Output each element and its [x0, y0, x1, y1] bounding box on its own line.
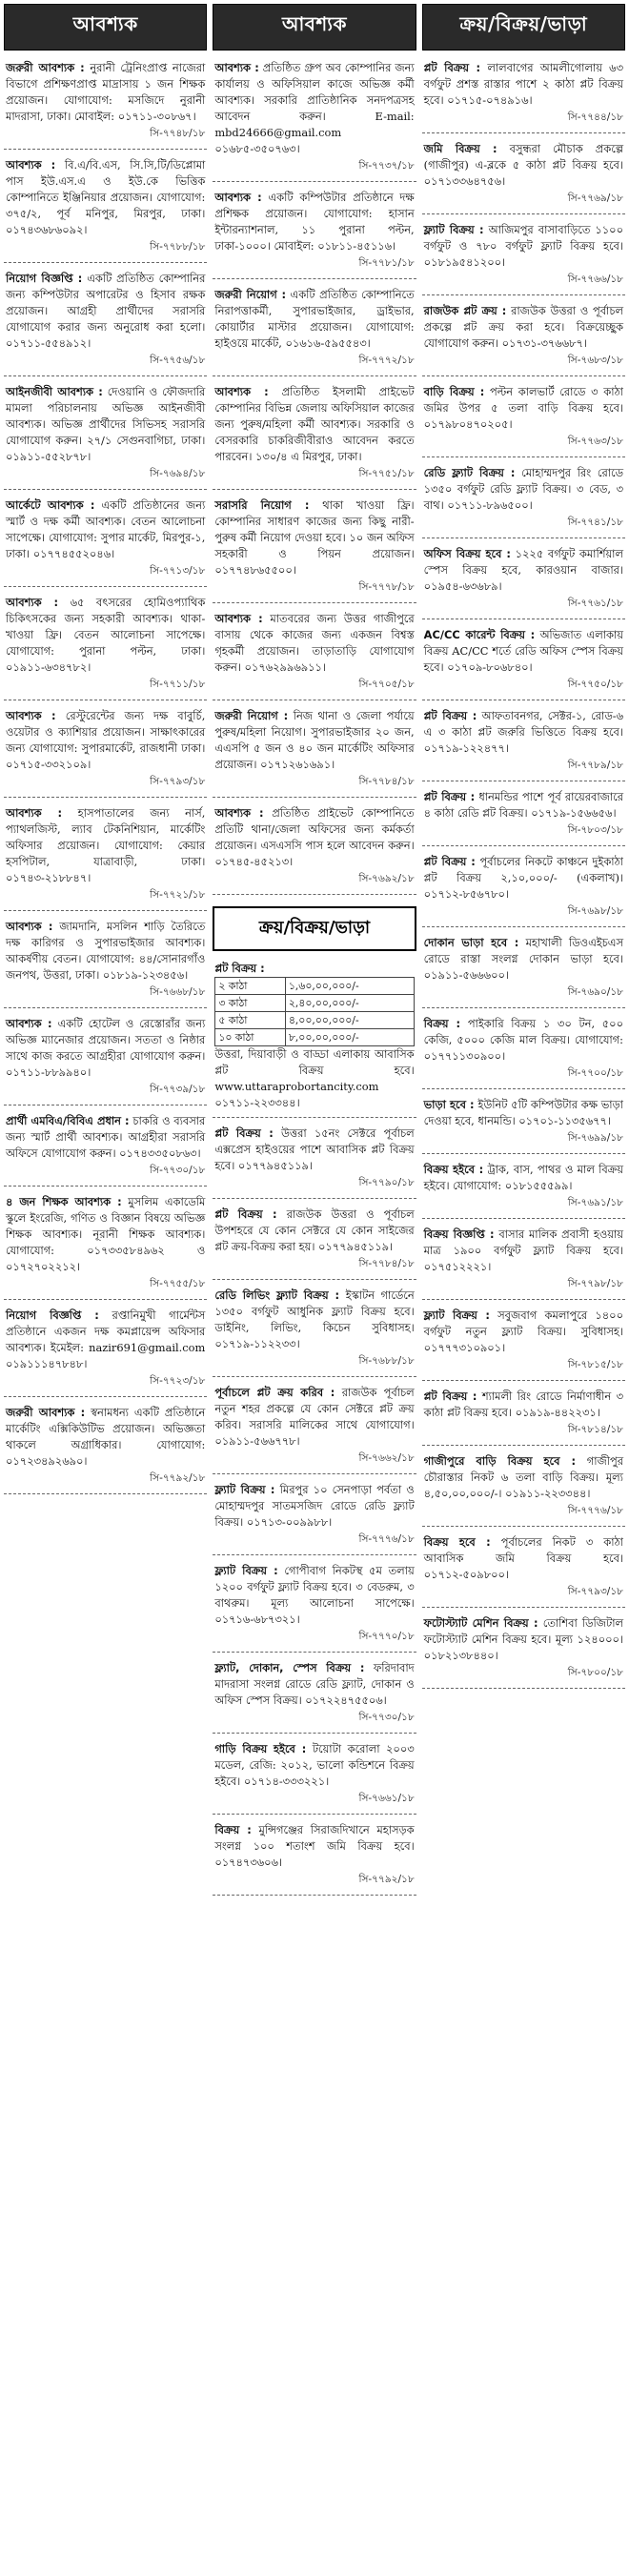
ad-code: সি-৭৭৭৬/১৮ — [567, 1505, 623, 1516]
ads-list — [4, 56, 207, 1498]
classified-ad — [422, 1450, 625, 1527]
classified-ad — [213, 607, 416, 700]
ad-text — [214, 1741, 414, 1790]
ad-lead: ফ্ল্যাট বিক্রয় : — [214, 1483, 275, 1496]
price-ad — [213, 957, 416, 1118]
ad-body: বি.এ/বি.এস, সি.সি,টি/ডিপ্লোমা পাস ইউ.এস.এ ও ইউ.কে ভিত্তিক কোম্পানিতে ইঞ্জিনিয়ার প্রয়োজন। যোগাযোগ: ৩৭৫/২, পূর্ব মনিপুর, মিরপুর, ঢাকা। ০১৭৪৩৬৮৬০৯২। — [6, 158, 206, 236]
price-value-cell: ১,৬০,০০,০০০/- — [285, 978, 414, 995]
ad-body: নুরানী ট্রেনিংপ্রাপ্ত নাজেরা বিভাগে প্রশিক্ষণপ্রাপ্ত মাদ্রাসায় ১ জন শিক্ষক প্রয়োজন। যোগাযোগ: মসজিদে নুরানী মাদরাসা, ঢাকা। মোবাইল: ০১৭১১-৩০৮৬৭। — [6, 61, 206, 123]
ad-body: চাকরি ও ব্যবসার জন্য স্মার্ট প্রার্থী আবশ্যক। আগ্রহীরা সরাসরি অফিসে যোগাযোগ করুন। ০১৭৪৩৩৫০৮৬৩। — [6, 1114, 206, 1160]
ad-lead: প্লট বিক্রয় : — [214, 1207, 277, 1221]
classified-ad — [213, 1122, 416, 1199]
ad-text — [424, 1097, 623, 1129]
ad-body: লালবাগের আমলীগোলায় ৬৩ বর্গফুট প্রশস্ত রাস্তার পাশে ২ কাঠা প্লট বিক্রয় হবে। ০১৭১৫-০৭৪৯১৬। — [423, 61, 623, 107]
ad-code: সি-৭৭০০/১৮ — [567, 1067, 623, 1079]
ad-text — [6, 595, 205, 676]
ad-body: শ্যামলী রিং রোডে নির্মাণাধীন ৩ কাঠা প্লট বিক্রয় হবে। ০১৯১৯-৪৪২২৩১। — [423, 1389, 623, 1419]
ad-code: সি-৭৭৯৩/১৮ — [150, 776, 206, 787]
ad-lead: প্রার্থী এমবিএ/বিবিএ প্রধান : — [6, 1114, 130, 1127]
ad-text — [6, 1194, 205, 1275]
ad-body: ৬৫ বৎসরের হোমিওপ্যাথিক চিকিৎসকের জন্য সহকারী আবশ্যক। থাকা-খাওয়া ফ্রি। বেতন আলোচনা সাপেক্ষে। যোগাযোগ: পুরানা পল্টন, ঢাকা। ০১৯১১-৬৩৪৭৮২। — [6, 596, 206, 674]
ad-text — [424, 465, 623, 514]
section-subheader: ক্রয়/বিক্রয়/ভাড়া — [213, 906, 416, 951]
classified-ad — [213, 1284, 416, 1377]
ad-code: সি-৭৭৭০/১৮ — [358, 1631, 415, 1642]
ad-lead: ভাড়া হবে : — [423, 1098, 475, 1111]
ad-code: সি-৭৭০৫/১৮ — [358, 679, 415, 690]
ad-text — [6, 919, 205, 984]
ad-lead: প্লট বিক্রয় : — [214, 962, 265, 975]
ad-code: সি-৭৭৯০/১৮ — [358, 1177, 415, 1188]
ad-lead: রেডি লিভিং ফ্ল্যাট বিক্রয় : — [214, 1288, 339, 1302]
ad-body: ইউনিট ৫টি কম্পিউটার কক্ষ ভাড়া দেওয়া হবে, ধানমন্ডি। ০১৭০১-১১৩৫৬৭৭। — [423, 1098, 623, 1127]
ad-lead: বিক্রয় বিজ্ঞপ্তি : — [423, 1227, 495, 1241]
column-header: ক্রয়/বিক্রয়/ভাড়া — [422, 4, 625, 51]
ad-lead: ফ্ল্যাট বিক্রয় : — [423, 1308, 490, 1322]
ad-body: একটি প্রতিষ্ঠানের জন্য স্মার্ট ও দক্ষ কর্মী আবশ্যক। বেতন আলোচনা সাপেক্ষে। যোগাযোগ: সুপার মার্কেট, মিরপুর-১, ঢাকা। ০১৭৭৪৫৫২০৪৬। — [6, 498, 206, 560]
column-jobs-1 — [4, 4, 207, 2568]
ad-code: সি-৭৭৮৪/১৮ — [358, 1258, 415, 1269]
classified-ad — [4, 56, 207, 150]
classified-ad — [422, 1304, 625, 1381]
column-jobs-2 — [213, 4, 416, 2568]
ad-lead: আবশ্যক : — [6, 806, 63, 820]
ad-code: সি-৭৭৩৯/১৮ — [150, 1084, 206, 1095]
ad-lead: ফ্ল্যাট বিক্রয় : — [423, 223, 484, 236]
classified-ad — [422, 850, 625, 927]
classified-ad — [4, 915, 207, 1008]
ad-code: সি-৭৭৫৫/১৮ — [150, 1278, 206, 1289]
ad-text — [424, 1227, 623, 1275]
ad-body: পূর্বাচলের নিকট ৩ কাঠা আবাসিক জমি বিক্রয় হবে। ০১৭১২-৫০৯৮০০। — [423, 1535, 623, 1581]
ad-body: ধানমন্ডির পাশে পূর্ব রায়েরবাজারে ৪ কাঠা রেডি প্লট বিক্রয়। ০১৭১৯-১৫৬৬৫৬। — [423, 790, 623, 820]
ad-lead: জমি বিক্রয় : — [423, 142, 497, 155]
ad-lead: অফিস বিক্রয় হবে : — [423, 547, 511, 560]
ad-text — [424, 935, 623, 984]
ad-code: সি-৭৭৮৯/১৮ — [567, 760, 623, 771]
ad-text — [214, 1207, 414, 1255]
ad-text — [214, 805, 414, 870]
ad-code: সি-৭৮১৫/১৮ — [567, 1359, 623, 1370]
ad-body: মাতবরের জন্য উত্তর গাজীপুরে বাসায় থেকে কাজের জন্য একজন বিশ্বস্ত গৃহকর্মী প্রয়োজন। তাড়াতাড়ি যোগাযোগ করুন। ০১৭৬২৯৯৬৯১১। — [214, 612, 415, 674]
classified-ad — [4, 494, 207, 587]
ad-body: প্রতিষ্ঠিত গ্রুপ অব কোম্পানির জন্য কার্যালয় ও অফিসিয়াল কাজে অভিজ্ঞ কর্মী আবশ্যক। সরকারি প্রাতিষ্ঠানিক সনদপত্রসহ আবেদন করুন। E-mail: mbd24666@gmail.com ০১৬৮৫-৩৫০৭৬৩। — [214, 61, 415, 155]
ad-text — [6, 1405, 205, 1470]
ad-code: সি-৭৭৮৮/১৮ — [150, 241, 206, 253]
ad-body: পূর্বাচলের নিকটে কাঞ্চনে দুইকাঠা প্লট বিক্রয় ২,১০,০০০/- (একলাখ)। ০১৭১২-৮৫৬৭৮০। — [423, 855, 623, 901]
ad-code: সি-৭৬৬৮/১৮ — [150, 986, 206, 998]
ad-lead: ৪ জন শিক্ষক আবশ্যক : — [6, 1195, 122, 1208]
ad-code: সি-৭৬৬২/১৮ — [358, 1452, 415, 1464]
ad-code: সি-৭৭৭২/১৮ — [358, 355, 415, 366]
ad-lead: ফ্ল্যাট বিক্রয় : — [214, 1564, 278, 1577]
classified-ad — [213, 56, 416, 182]
price-size-cell: ১০ কাঠা — [215, 1029, 286, 1046]
ad-lead: আবশ্যক : — [6, 158, 56, 172]
column-header: আবশ্যক — [213, 4, 416, 51]
ad-code: সি-৭৭৮১/১৮ — [358, 257, 415, 269]
classified-ad — [422, 1158, 625, 1219]
price-size-cell: ৫ কাঠা — [215, 1012, 286, 1029]
ad-lead: জরুরী আবশ্যক : — [6, 1406, 86, 1419]
ad-text — [6, 384, 205, 465]
ad-code: সি-৭৭৬৬/১৮ — [567, 274, 623, 285]
classified-ad — [4, 1190, 207, 1300]
ad-body: ১২২৫ বর্গফুট কমার্শিয়াল স্পেস বিক্রয় হবে, কারওয়ান বাজার। ০১৯৫৪-৬৩৬৮৯। — [423, 547, 623, 593]
ad-body: পাইকারি বিক্রয় ১ ৩০ টন, ৫০০ কেজি, ৫০০০ কেজি মাল বিক্রয়। যোগাযোগ: ০১৭৭১১৩০৯০০। — [423, 1017, 623, 1063]
classified-ad — [213, 494, 416, 603]
ad-body: রেস্টুরেন্টের জন্য দক্ষ বাবুর্চি, ওয়েটার ও ক্যাশিয়ার প্রয়োজন। সাক্ষাৎকারের জন্য যোগাযোগ: সুপারমার্কেট, রাজধানী ঢাকা। ০১৭১৫-৩৩২১০৯। — [6, 709, 206, 771]
price-value-cell: ৪,০০,০০,০০০/- — [285, 1012, 414, 1029]
ad-text — [214, 1822, 414, 1871]
ad-lead: বিক্রয় : — [423, 1017, 461, 1030]
classified-ad — [422, 931, 625, 1008]
ad-code: সি-৭৭৪১/১৮ — [567, 517, 623, 528]
classified-ad — [4, 1109, 207, 1187]
ad-lead: আবশ্যক : — [6, 596, 59, 609]
ad-code: সি-৭৮১৪/১৮ — [567, 1424, 623, 1435]
ad-code: সি-৭৭১১/১৮ — [150, 679, 206, 690]
ad-text — [214, 497, 414, 578]
ad-lead: প্লট বিক্রয় : — [423, 709, 477, 722]
ad-code: সি-৭৭৫১/১৮ — [358, 468, 415, 479]
ad-text — [6, 805, 205, 886]
ad-code: সি-৭৭৬৩/১৮ — [567, 436, 623, 447]
ad-code: সি-৭৭২৩/১৮ — [150, 1375, 206, 1387]
ad-text — [424, 303, 623, 352]
classified-ad — [422, 461, 625, 538]
price-value-cell: ২,৪০,০০,০০০/- — [285, 995, 414, 1012]
ad-code: সি-৭৭৮৪/১৮ — [358, 776, 415, 787]
ad-lead: আবশ্যক : — [6, 1017, 52, 1030]
ad-code: সি-৭৬৯৪/১৮ — [150, 468, 206, 479]
classified-ad — [422, 1531, 625, 1608]
ad-body: সবুজবাগ কমলাপুরে ১৪০০ বর্গফুট নতুন ফ্ল্যাট বিক্রয়। সুবিধাসহ। ০১৭৭৭৩১০৯০১। — [423, 1308, 623, 1354]
ad-body: রাজউক উত্তরা ও পূর্বাচল উপশহরে যে কোন সেক্টরে যে কোন সাইজের প্লট ক্রয়-বিক্রয় করা হয়। ০১৭৭৯৪৫১১৯। — [214, 1207, 415, 1253]
ad-text — [214, 384, 414, 465]
ad-text — [6, 271, 205, 352]
ad-lead: প্লট বিক্রয় : — [423, 790, 476, 803]
ad-code: সি-৭৭৫৬/১৮ — [150, 355, 206, 366]
classified-ad — [213, 704, 416, 798]
ad-text — [424, 1308, 623, 1356]
ad-text — [214, 611, 414, 676]
ad-text — [6, 708, 205, 773]
classified-ad — [422, 1612, 625, 1689]
price-table — [214, 977, 414, 1046]
ad-body: টয়োটা করোলা ২০০৩ মডেল, রেজি: ২০১২, ভালো কন্ডিশনে বিক্রয় হইবে। ০১৭১৪-৩৩৩২২১। — [214, 1742, 415, 1788]
ad-text — [424, 1534, 623, 1583]
ad-code: সি-৭৮০০/১৮ — [567, 1667, 623, 1678]
classified-ad — [213, 1478, 416, 1555]
ads-list — [213, 56, 416, 899]
ad-text — [214, 1385, 414, 1450]
ad-body: আজিমপুর বাসাবাড়িতে ১১০০ বর্গফুট ও ৭৮০ বর্গফুট ফ্ল্যাট বিক্রয় হবে। ০১৮১৯৫৪১২০০। — [423, 223, 623, 269]
ad-body: ট্রাক, বাস, পাথর ও মাল বিক্রয় হইবে। যোগাযোগ: ০১৮১৫৫৫৯৯। — [423, 1163, 623, 1192]
classified-ad — [213, 1203, 416, 1280]
classified-ad — [422, 1223, 625, 1300]
ad-body: অভিজাত এলাকায় বিক্রয় AC/CC শর্তে রেডি অফিস স্পেস বিক্রয় হবে। ০১৭০৯-৮০৬৮৪০। — [423, 628, 623, 674]
price-size-cell: ৩ কাঠা — [215, 995, 286, 1012]
ad-body: মহাখালী ডিওএইচএস রোডে রাস্তা সংলগ্ন দোকান ভাড়া হবে। ০১৯১১-৫৬৬৬০০। — [423, 936, 623, 982]
ads-list — [213, 1122, 416, 1899]
classified-ad — [213, 283, 416, 376]
ad-body: রাজউক পূর্বাচল নতুন শহর প্রকল্পে যে কোন সেক্টরে প্লট ক্রয় করিব। সরাসরি মালিকের সাথে যোগাযোগ। ০১৯১১-৫৬৬৭৭৮। — [214, 1386, 415, 1448]
classified-ad — [4, 153, 207, 263]
classified-ad — [213, 1818, 416, 1896]
column-filler — [422, 1693, 625, 2568]
ad-lead: আবশ্যক : — [214, 385, 269, 398]
ad-code: সি-৭৭৭৮/১৮ — [358, 581, 415, 593]
classified-ad — [213, 1381, 416, 1474]
ad-lead: আবশ্যক : — [214, 612, 263, 625]
ad-text — [424, 1389, 623, 1421]
ad-text — [214, 190, 414, 254]
ad-lead: আবশ্যক : — [6, 709, 56, 722]
classified-ad — [213, 1737, 416, 1815]
ad-lead: AC/CC কারেন্ট বিক্রয় : — [423, 628, 536, 641]
ad-lead: সরাসরি নিয়োগ : — [214, 498, 310, 512]
ad-lead: বাড়ি বিক্রয় : — [423, 385, 485, 398]
classified-ad — [422, 299, 625, 376]
ad-code: সি-৭৬৮৩/১৮ — [567, 355, 623, 366]
ad-code: সি-৭৭৫০/১৮ — [567, 679, 623, 690]
ad-code: সি-৭৬৬১/১৮ — [358, 1793, 415, 1804]
ad-body: তোশিবা ডিজিটাল ফটোস্ট্যাট মেশিন বিক্রয় হবে। মূল্য ১২৪০০০। ০১৮২১৩৮৪৪০। — [423, 1616, 623, 1662]
ad-lead: বিক্রয় হইবে : — [423, 1163, 484, 1176]
ad-body: মুসলিম একাডেমি স্কুলে ইংরেজি, গণিত ও বিজ্ঞান বিষয়ে অভিজ্ঞ শিক্ষক আবশ্যক। নূরানী শিক্ষক আবশ্যক। যোগাযোগ: ০১৭৩৩৫৮৪৯৬২ ও ০১৭২৭০২২১২। — [6, 1195, 206, 1273]
ad-text — [424, 1016, 623, 1065]
ad-code: সি-৭৭৯৩/১৮ — [567, 1586, 623, 1597]
classified-ad — [4, 1304, 207, 1397]
ad-body: ইস্কাটন গার্ডেনে ১৩৫০ বর্গফুট আধুনিক ফ্ল্যাট বিক্রয় হবে। ডাইনিং, লিভিং, কিচেন সুবিধাসহ। ০১৭১৯-১১২২৩৩। — [214, 1288, 415, 1350]
ad-text — [214, 708, 414, 773]
classified-ad — [422, 1385, 625, 1446]
ad-lead: পূর্বাচলে প্লট ক্রয় করিব : — [214, 1386, 335, 1399]
classified-ad — [422, 137, 625, 214]
ad-text — [6, 1016, 205, 1081]
ad-lead: আবশ্যক : — [214, 806, 264, 820]
ad-body: জামদানি, মসলিন শাড়ি তৈরিতে দক্ষ কারিগর ও সুপারভাইজার আবশ্যক। আকর্ষণীয় বেতন। যোগাযোগ: ৪৪/সোনারগাঁও জনপথ, উত্তরা, ঢাকা। ০১৮১৯-১২৩৪৫৬। — [6, 920, 206, 982]
ad-code: সি-৭৭৪৮/১৮ — [150, 128, 206, 139]
ad-text — [214, 1288, 414, 1352]
ad-lead: প্লট বিক্রয় : — [423, 1389, 477, 1403]
ad-lead: জরুরী নিয়োগ : — [214, 709, 289, 722]
ad-body: হাসপাতালের জন্য নার্স, প্যাথলজিস্ট, ল্যাব টেকনিশিয়ান, মার্কেটিং অফিসার প্রয়োজন। যোগাযোগ: কেয়ার হসপিটাল, যাত্রাবাড়ী, ঢাকা। ০১৭৪৩-২১৮৮৪৭। — [6, 806, 206, 884]
ad-text — [214, 1482, 414, 1531]
ad-text — [214, 1660, 414, 1709]
ad-body: গোপীবাগ নিকটস্থ ৫ম তলায় ১২০০ বর্গফুট ফ্ল্যাট বিক্রয় হবে। ৩ বেডরুম, ৩ বাথরুম। মূল্য আলোচনা সাপেক্ষে। ০১৭১৬-৬৮৭৩২১। — [214, 1564, 415, 1626]
ad-body: পল্টন কালভার্ট রোডে ৩ কাঠা জমির উপর ৫ তলা বাড়ি বিক্রয় হবে। ০১৭৯৮০৪৭০২০৫। — [423, 385, 623, 431]
ad-body: আফতাবনগর, সেক্টর-১, রোড-৬ এ ৩ কাঠা প্লট জরুরি ভিত্তিতে বিক্রয় হবে। ০১৭১৯-১২২৪৭৭। — [423, 709, 623, 755]
ad-lead: আবশ্যক : — [6, 920, 53, 933]
ad-lead: বিক্রয় হবে : — [423, 1535, 491, 1549]
ad-body: থাকা খাওয়া ফ্রি। কোম্পানির সাধারণ কাজের জন্য কিছু নারী-পুরুষ কর্মী নিয়োগ দেওয়া হবে। ১০ জন অফিস সহকারী ও পিয়ন প্রয়োজন। ০১৭৭৪৮৬৫৫০০। — [214, 498, 415, 577]
ad-code: সি-৭৮০৩/১৮ — [567, 824, 623, 836]
price-row — [215, 1029, 414, 1046]
ad-text — [424, 384, 623, 433]
ad-code: সি-৭৬৮৮/১৮ — [358, 1355, 415, 1367]
ad-lead: আর্কেটে আবশ্যক : — [6, 498, 95, 512]
classified-ad — [4, 704, 207, 798]
classified-ad — [213, 1559, 416, 1653]
ad-body: বাসার মালিক প্রবাসী হওয়ায় মাত্র ১৯০০ বর্গফুট ফ্ল্যাট বিক্রয় হবে। ০১৭৫১২২২১। — [423, 1227, 623, 1273]
classified-ad — [422, 56, 625, 133]
ad-body: উত্তরা ১৫নং সেক্টরে পূর্বাচল এক্সপ্রেস হাইওয়ের পাশে আবাসিক প্লট বিক্রয় হবে। ০১৭৭৯৪৫১১৯। — [214, 1126, 415, 1172]
ad-text — [6, 497, 205, 562]
ad-body: রাজউক উত্তরা ও পূর্বাচল প্রকল্পে প্লট ক্রয় করা হবে। বিক্রয়েচ্ছুক যোগাযোগ করুন। ০১৭৩১-৩৭৬৬৮৭। — [423, 304, 623, 350]
ad-code: সি-৭৭২১/১৮ — [150, 889, 206, 901]
column-buy-sell — [422, 4, 625, 2568]
ad-text — [424, 1453, 623, 1502]
price-size-cell: ২ কাঠা — [215, 978, 286, 995]
ad-text — [424, 60, 623, 109]
ad-lead: দোকান ভাড়া হবে : — [423, 936, 519, 949]
ad-lead: গাজীপুরে বাড়ি বিক্রয় হবে : — [423, 1454, 577, 1468]
classified-ad — [422, 218, 625, 295]
ad-body: স্বনামধন্য একটি প্রতিষ্ঠানে মার্কেটিং এক্সিকিউটিভ প্রয়োজন। অভিজ্ঞতা থাকলে অগ্রাধিকার। যোগাযোগ: ০১৭২৩৪৯২৬৯০। — [6, 1406, 206, 1468]
ad-code: সি-৭৭৭৬/১৮ — [358, 1533, 415, 1545]
ad-body: প্রতিষ্ঠিত ইসলামী প্রাইভেট কোম্পানির বিভিন্ন জেলায় অফিসিয়াল কাজের জন্য পুরুষ/মহিলা কর্মী আবশ্যক। সরকারি ও বেসরকারি চাকরিজীবীরাও আবেদন করতে পারবেন। ১৩০/৪ এ মিরপুর, ঢাকা। — [214, 385, 415, 463]
ad-lead: প্লট বিক্রয় : — [423, 61, 481, 74]
ad-text — [424, 222, 623, 271]
ad-body: মুন্সিগঞ্জের সিরাজদিখানে মহাসড়ক সংলগ্ন ১০০ শতাংশ জমি বিক্রয় হবে। ০১৭৪৭৩৬০৬। — [214, 1823, 415, 1869]
ads-list — [422, 56, 625, 1693]
classified-ad — [4, 801, 207, 911]
ad-code: সি-৭৬৯২/১৮ — [358, 873, 415, 884]
classified-ad — [422, 785, 625, 846]
ad-text — [6, 1113, 205, 1162]
ad-text — [214, 1563, 414, 1628]
classified-ad — [422, 623, 625, 700]
classified-ad — [4, 1401, 207, 1494]
ad-body: উত্তরা, দিয়াবাড়ী ও বাড্ডা এলাকায় আবাসিক প্লট বিক্রয় হবে। www.uttaraprobortancity.com ০১৭১১-২২৩৩৪৪। — [214, 1047, 415, 1109]
classified-ad — [213, 380, 416, 490]
ad-code: সি-৭৬৯০/১৮ — [567, 986, 623, 998]
ad-body: একটি হোটেল ও রেস্তোরাঁর জন্য অভিজ্ঞ ম্যানেজার প্রয়োজন। সততা ও নিষ্ঠার সাথে কাজ করতে আগ্রহীরা যোগাযোগ করুন। ০১৭১১-৮৮৯৯৪০। — [6, 1017, 206, 1079]
classified-ad — [213, 186, 416, 279]
ad-lead: বিক্রয় : — [214, 1823, 252, 1836]
ad-code: সি-৭৭৬৯/১৮ — [567, 193, 623, 204]
classified-ad — [4, 267, 207, 376]
ad-lead: আইনজীবী আবশ্যক : — [6, 385, 103, 398]
classified-ad — [213, 801, 416, 895]
ad-text — [424, 627, 623, 676]
classified-ad — [422, 1093, 625, 1154]
classified-ad — [422, 1012, 625, 1089]
price-value-cell: ৮,০০,০০,০০০/- — [285, 1029, 414, 1046]
ad-text — [214, 1126, 414, 1174]
classified-ad — [4, 1012, 207, 1105]
ad-lead: আবশ্যক : — [214, 61, 259, 74]
classified-ad — [422, 380, 625, 457]
ad-lead: আবশ্যক : — [214, 191, 262, 204]
ad-text — [424, 1162, 623, 1194]
ad-text — [6, 157, 205, 238]
ad-text — [424, 546, 623, 595]
ad-text — [214, 287, 414, 352]
ad-code: সি-৭৭৬১/১৮ — [567, 598, 623, 609]
column-header: আবশ্যক — [4, 4, 207, 51]
price-row — [215, 978, 414, 995]
ad-body: মিরপুর ১০ সেনপাড়া পর্বতা ও মোহাম্মদপুর সাতমসজিদ রোডে রেডি ফ্ল্যাট বিক্রয়। ০১৭১৩-০০৯৯৮৮। — [214, 1483, 415, 1529]
ad-body: মোহাম্মদপুর রিং রোডে ১৩৫০ বর্গফুট রেডি ফ্ল্যাট বিক্রয়। ৩ বেড, ৩ বাথ। ০১৭১১-৮৯৬৫০০। — [423, 466, 623, 512]
classified-ad — [422, 704, 625, 781]
ad-code: সি-৭৭৯২/১৮ — [358, 1874, 415, 1885]
ad-body: ফরিদাবাদ মাদরাসা সংলগ্ন রোডে রেডি ফ্ল্যাট, দোকান ও অফিস স্পেস বিক্রয়। ০১৭২২৪৭৫৫০৬। — [214, 1661, 415, 1707]
ad-code: সি-৭৬৯৮/১৮ — [567, 905, 623, 917]
ad-body: একটি কম্পিউটার প্রতিষ্ঠানে দক্ষ প্রশিক্ষক প্রয়োজন। যোগাযোগ: হাসান ইন্টারন্যাশনাল, ১১ পুরানা পল্টন, ঢাকা-১০০০। মোবাইল: ০১৮১১-৪৫১১৬। — [214, 191, 415, 253]
ad-lead: জরুরী আবশ্যক : — [6, 61, 85, 74]
ad-text — [6, 1308, 205, 1372]
column-filler — [213, 1899, 416, 2568]
ad-text — [424, 789, 623, 821]
ad-lead: ফটোস্ট্যাট মেশিন বিক্রয় : — [423, 1616, 538, 1630]
ad-text — [424, 854, 623, 903]
ad-body: রপ্তানিমুখী গার্মেন্টস প্রতিষ্ঠানে একজন দক্ষ কমপ্লায়েন্স অফিসার আবশ্যক। ইমেইল: nazir691@gmail.com ০১৯১১১৪৭৮৪৮। — [6, 1308, 206, 1370]
classified-ad — [4, 380, 207, 490]
ad-body: একটি প্রতিষ্ঠিত কোম্পানিতে নিরাপত্তাকর্মী, সুপারভাইজার, ড্রাইভার, কোয়ার্টার মাস্টার প্রয়োজন। যোগাযোগ: হাইওয়ে মার্কেট, ০১৬১৬-৫৯৫৫৪৩। — [214, 288, 415, 350]
ad-lead: নিয়োগ বিজ্ঞপ্তি : — [6, 1308, 99, 1322]
ad-text — [424, 708, 623, 757]
ad-body: দেওয়ানি ও ফৌজদারি মামলা পরিচালনায় অভিজ্ঞ আইনজীবী আবশ্যক। অভিজ্ঞ প্রার্থীদের সিভিসহ সরাসরি যোগাযোগ করুন। ২৭/১ সেগুনবাগিচা, ঢাকা। ০১৯১১-৫৫২৮৭৮। — [6, 385, 206, 463]
ad-code: সি-৭৭৯৮/১৮ — [567, 1278, 623, 1289]
ad-lead: রেডি ফ্ল্যাট বিক্রয় : — [423, 466, 516, 479]
price-row — [215, 1012, 414, 1029]
classified-ad — [422, 542, 625, 619]
ad-code: সি-৭৭১৩/১৮ — [150, 565, 206, 577]
ad-body: গাজীপুর চৌরাস্তার নিকট ৬ তলা বাড়ি বিক্রয়। মূল্য ৪,৫০,০০,০০০/-। ০১৯১১-২২৩৩৪৪। — [423, 1454, 623, 1500]
ad-lead: রাজউক প্লট ক্রয় : — [423, 304, 507, 317]
price-row — [215, 995, 414, 1012]
ad-text — [214, 60, 414, 157]
ad-body: নিজ থানা ও জেলা পর্যায়ে পুরুষ/মহিলা নিয়োগ। সুপারভাইজার ২০ জন, এএসপি ৫ জন ও ৪০ জন মার্কেটিং অফিসার প্রয়োজন। ০১৭১২৬১৬৯১। — [214, 709, 415, 771]
column-filler — [4, 1498, 207, 2568]
ad-lead: ফ্ল্যাট, দোকান, স্পেস বিক্রয় : — [214, 1661, 365, 1674]
ad-code: সি-৭৭৩০/১৮ — [150, 1165, 206, 1176]
ad-code: সি-৭৭৯২/১৮ — [150, 1472, 206, 1484]
ad-lead: গাড়ি বিক্রয় হইবে : — [214, 1742, 307, 1755]
ad-lead: নিয়োগ বিজ্ঞপ্তি : — [6, 272, 83, 285]
classified-ad — [4, 591, 207, 700]
price-ad-text — [214, 961, 414, 1111]
ad-code: সি-৭৭৩৭/১৮ — [358, 160, 415, 172]
ad-text — [424, 1615, 623, 1664]
ad-body: বসুন্ধরা মৌচাক প্রকল্পে (গাজীপুর) এ-ব্লকে ৫ কাঠা প্লট বিক্রয় হবে। ০১৭১৩৩৬৪৭৫৬। — [423, 142, 623, 188]
ad-lead: জরুরী নিয়োগ : — [214, 288, 287, 301]
ad-text — [424, 141, 623, 190]
ad-code: সি-৭৬৯৯/১৮ — [567, 1132, 623, 1144]
ad-lead: প্লট বিক্রয় : — [423, 855, 476, 868]
classified-ad — [213, 1656, 416, 1734]
ad-body: প্রতিষ্ঠিত প্রাইভেট কোম্পানিতে প্রতিটি থানা/জেলা অফিসের জন্য কর্মকর্তা প্রয়োজন। এসএসসি পাস হলে আবেদন করুন। ০১৭৪৫-৪৫২১৩। — [214, 806, 415, 868]
ad-code: সি-৭৭৪৪/১৮ — [567, 112, 623, 123]
ad-text — [6, 60, 205, 125]
ad-code: সি-৭৭৩০/১৮ — [358, 1712, 415, 1723]
ad-lead: প্লট বিক্রয় : — [214, 1126, 274, 1140]
ad-code: সি-৭৬৯১/১৮ — [567, 1197, 623, 1208]
ad-body: একটি প্রতিষ্ঠিত কোম্পানির জন্য কম্পিউটার অপারেটর ও হিসাব রক্ষক প্রয়োজন। আগ্রহী প্রার্থীদের সরাসরি যোগাযোগ করার জন্য অনুরোধ করা হলো। ০১৭১১-৫৫৪৯১২। — [6, 272, 206, 350]
